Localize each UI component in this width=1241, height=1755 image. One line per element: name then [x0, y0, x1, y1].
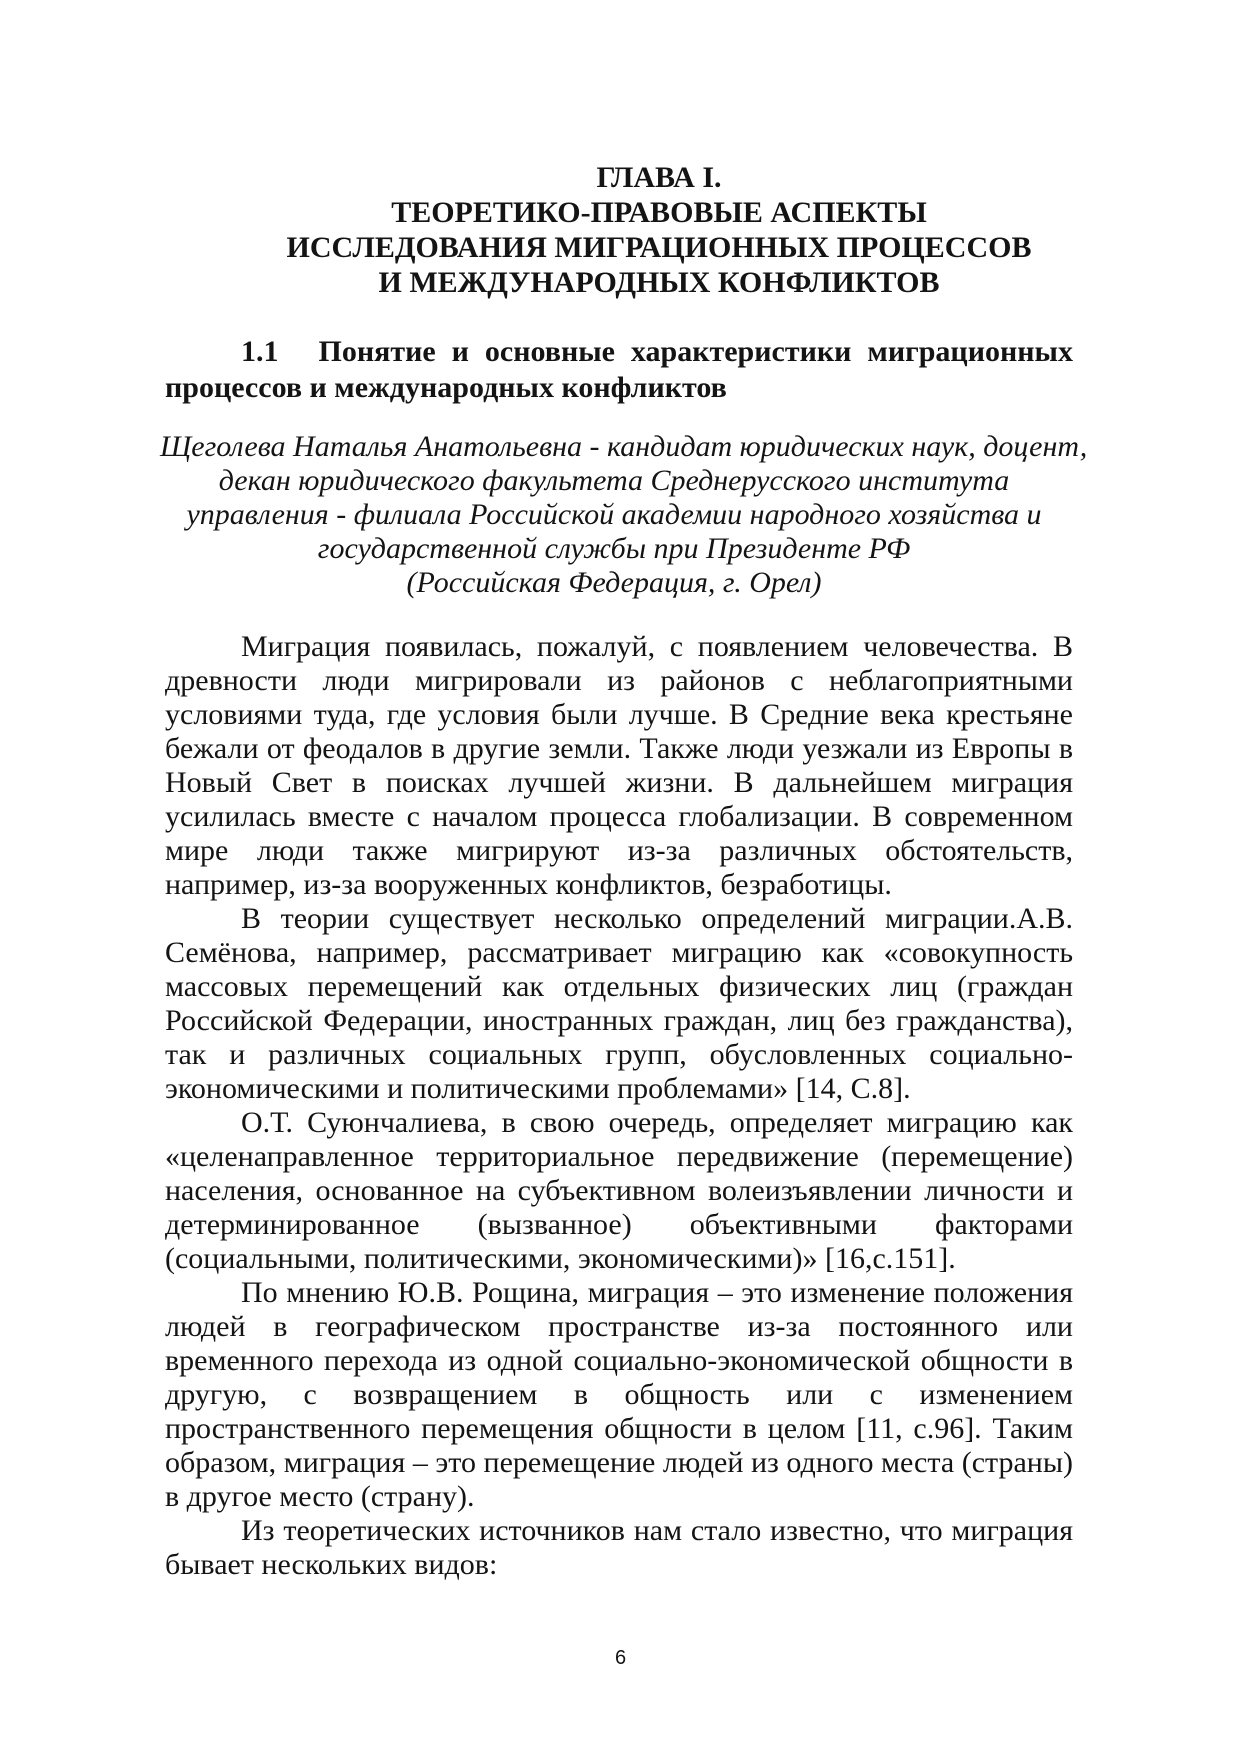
chapter-title-line: ГЛАВА I.: [596, 161, 722, 194]
section-title-word: основные: [484, 335, 615, 368]
author-info: [160, 430, 1088, 600]
paragraph: В теории существует несколько определений миграции.А.В. Семёнова, например, рассматривает миграцию как «совокупность массовых перемещений как отдельных физических лиц (граждан Российской Федерации, иностранных граждан, лиц без гражданства), так и различных социальных групп, обусловленных социально-экономическими и политическими проблемами» [14, С.8].: [165, 902, 1073, 1105]
chapter-title-line: ТЕОРЕТИКО-ПРАВОВЫЕ АСПЕКТЫ: [391, 196, 927, 229]
author-line: декан юридического факультета Среднерусского института: [218, 464, 1010, 497]
section-heading: [165, 334, 1073, 406]
section-title-line: процессов и международных конфликтов: [165, 371, 727, 404]
section-title-word: Понятие: [318, 335, 436, 368]
paragraph: Миграция появилась, пожалуй, с появлением человечества. В древности люди мигрировали из районов с неблагоприятными условиями туда, где условия были лучше. В Средние века крестьяне бежали от феодалов в другие земли. Также люди уезжали из Европы в Новый Свет в поисках лучшей жизни. В дальнейшем миграция усилилась вместе с началом процесса глобализации. В современном мире люди также мигрируют из-за различных обстоятельств, например, из-за вооруженных конфликтов, безработицы.: [165, 630, 1073, 901]
chapter-heading: [160, 160, 1158, 300]
page-number: 6: [614, 1647, 627, 1669]
paragraph: Из теоретических источников нам стало известно, что миграция бывает нескольких видов:: [165, 1514, 1073, 1581]
author-line: Щеголева Наталья Анатольевна - кандидат юридических наук, доцент,: [160, 430, 1088, 463]
section-title-word: характеристики: [630, 335, 852, 368]
paragraph: По мнению Ю.В. Рощина, миграция – это изменение положения людей в географическом пространстве из-за постоянного или временного перехода из одной социально-экономической общности в другую, с возвращением в общность или с изменением пространственного перемещения общности в целом [11, с.96]. Таким образом, миграция – это перемещение людей из одного места (страны) в другое место (страну).: [165, 1276, 1073, 1513]
section-title-word: и: [451, 335, 469, 368]
paragraph: О.Т. Суюнчалиева, в свою очередь, определяет миграцию как «целенаправленное территориальное передвижение (перемещение) населения, основанное на субъективном волеизъявлении личности и детерминированное (вызванное) объективными факторами (социальными, политическими, экономическими)» [16,с.151].: [165, 1106, 1073, 1275]
chapter-title-line: И МЕЖДУНАРОДНЫХ КОНФЛИКТОВ: [378, 266, 940, 299]
section-title-line: [165, 334, 1073, 370]
author-line: государственной службы при Президенте РФ: [317, 532, 911, 565]
section-title-word: миграционных: [867, 335, 1073, 368]
author-line: управления - филиала Российской академии народного хозяйства и: [186, 498, 1042, 531]
author-line: (Российская Федерация, г. Орел): [406, 566, 822, 599]
chapter-title-line: ИССЛЕДОВАНИЯ МИГРАЦИОННЫХ ПРОЦЕССОВ: [286, 231, 1032, 264]
section-number: 1.1: [241, 335, 279, 368]
body-text: [165, 630, 1073, 1582]
